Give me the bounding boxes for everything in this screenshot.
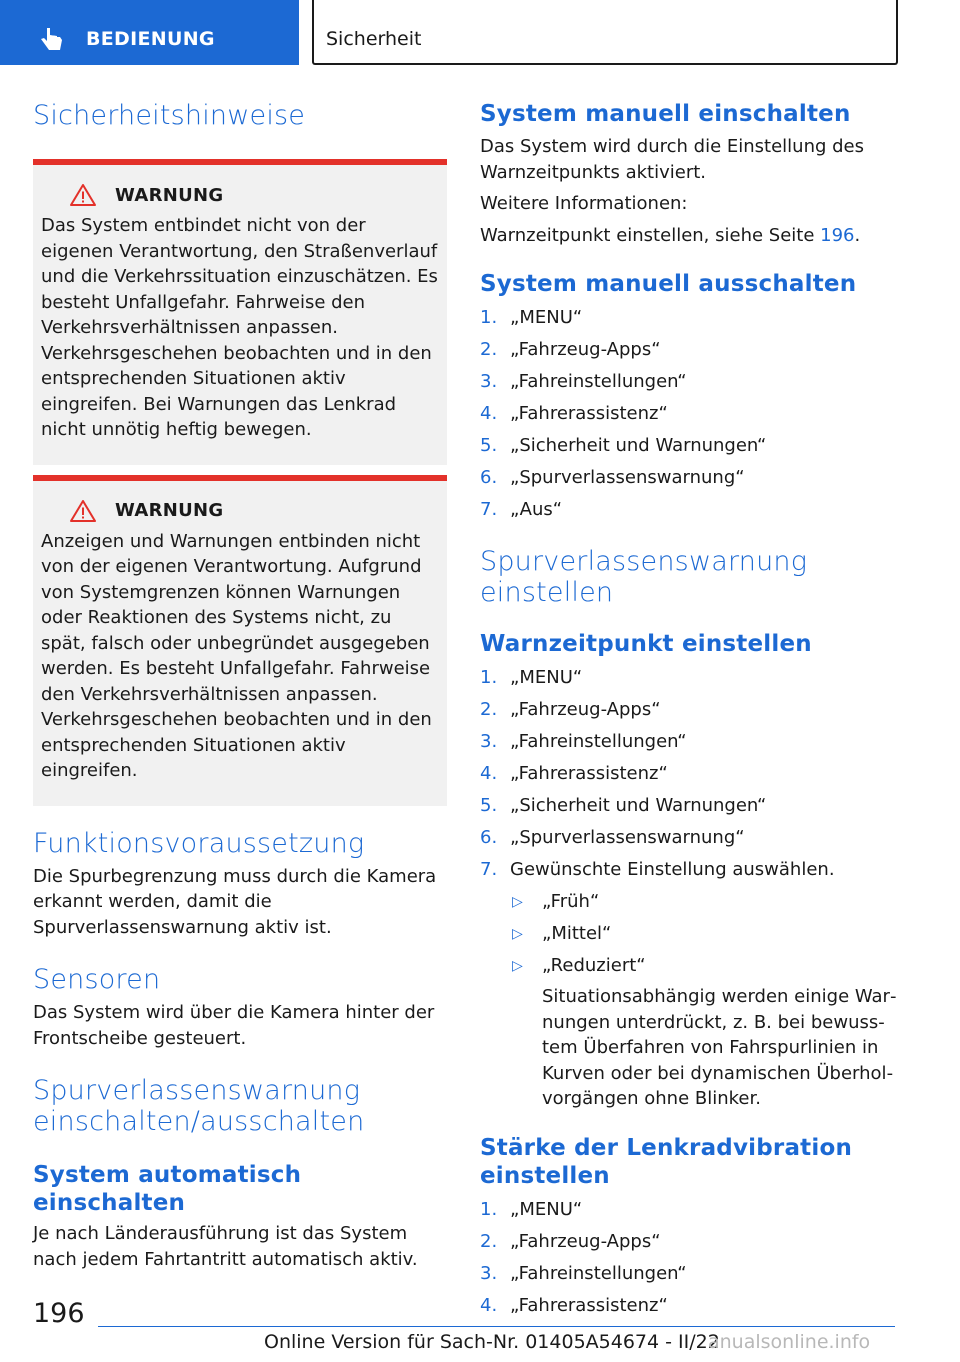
section-label: BEDIENUNG xyxy=(86,28,215,50)
list-item: 1. „MENU“ xyxy=(480,307,583,328)
list-item: 4. „Fahrerassistenz“ xyxy=(480,1294,668,1316)
sensors-text: Das System wird über die Kamera hinter der Frontscheibe gesteuert. xyxy=(33,1002,435,1049)
settings-title: Spurverlassenswarnung einstellen xyxy=(480,546,808,608)
hand-pointer-icon xyxy=(38,26,66,54)
auto-on-title: System automatisch einschalten xyxy=(33,1162,302,1216)
sensors-title: Sensoren xyxy=(33,964,161,995)
warning-time-options xyxy=(480,886,900,1112)
functional-requirements-text: Die Spurbegrenzung muss durch die Kamera erkannt werden, damit die Spurverlassenswarnung aktiv ist. xyxy=(33,865,437,938)
section-tab xyxy=(0,0,299,65)
warning-label: WARNUNG xyxy=(115,184,224,206)
functional-requirements-title: Funktionsvoraussetzung xyxy=(33,827,365,859)
page-reference-text: Warnzeitpunkt einstellen, siehe Seite xyxy=(480,224,821,246)
more-info-label: Weitere Informationen: xyxy=(480,193,688,214)
chapter-label: Sicherheit xyxy=(326,28,422,50)
list-item: 7. Gewünschte Einstellung auswählen. xyxy=(480,859,835,880)
warning-box-1 xyxy=(33,159,447,465)
safety-title: Sicherheitshinweise xyxy=(33,100,306,131)
triangle-bullet-icon: ▷ xyxy=(512,958,523,974)
warning-box-2 xyxy=(33,475,447,806)
list-item: 4. „Fahrerassistenz“ xyxy=(480,763,668,784)
manual-off-title: System manuell ausschalten xyxy=(480,271,857,297)
warning-time-steps xyxy=(480,662,900,886)
option-note: Situationsabhängig werden einige Warnungen unterdrückt, z. B. bei bewusstem Überfahren von Fahrspurlinien in Kurven oder bei dynamischen Überholvorgängen ohne Blinker. xyxy=(542,986,897,1109)
list-item: 3. „Fahreinstellungen“ xyxy=(480,1262,687,1284)
footer-divider xyxy=(98,1326,895,1327)
list-item: 2. „Fahrzeug-Apps“ xyxy=(480,699,661,720)
list-item: 5. „Sicherheit und Warnungen“ xyxy=(480,435,767,456)
list-item: ▷ „Mittel“ xyxy=(510,918,900,950)
warning-text: Anzeigen und Warnungen entbinden nicht von der eigenen Verantwortung. Aufgrund von Systemgrenzen können Warnungen oder Reaktionen des Systems nicht, zu spät, falsch oder unbegründet ausgegeben werden. Es besteht Unfallgefahr. Fahrweise den Verkehrsverhältnissen anpassen. Verkehrsgeschehen beobachten und in den entsprechenden Situationen aktiv eingreifen. xyxy=(41,530,432,781)
list-item: 3. „Fahreinstellungen“ xyxy=(480,731,687,752)
list-item: ▷ „Früh“ xyxy=(510,886,900,918)
page-reference-period: . xyxy=(854,224,861,246)
chapter-header xyxy=(312,0,898,65)
footer-online-version: Online Version für Sach-Nr. 01405A54674 - II/22 xyxy=(264,1331,720,1353)
warning-text: Das System entbindet nicht von der eigenen Verantwortung, den Straßenverlauf und die Verkehrssituation einzuschätzen. Es besteht Unfallgefahr. Fahrweise den Verkehrsverhältnissen anpassen. Verkehrsgeschehen beobachten und in den entsprechenden Situationen aktiv eingreifen. Bei Warnungen das Lenkrad nicht unnötig heftig bewegen. xyxy=(41,215,438,440)
list-item: 4. „Fahrerassistenz“ xyxy=(480,403,668,424)
list-item: 6. „Spurverlassenswarnung“ xyxy=(480,827,745,848)
auto-on-text: Je nach Länderausführung ist das System nach jedem Fahrtantritt automatisch aktiv. xyxy=(33,1223,418,1270)
switch-title-line-1: Spurverlassenswarnung xyxy=(33,1075,361,1106)
warning-label: WARNUNG xyxy=(115,500,224,521)
list-item: 2. „Fahrzeug-Apps“ xyxy=(480,339,661,360)
list-item: 7. „Aus“ xyxy=(480,499,563,520)
list-item: 5. „Sicherheit und Warnungen“ xyxy=(480,795,767,816)
list-item: 1. „MENU“ xyxy=(480,667,583,688)
steering-vibration-steps xyxy=(480,1194,900,1322)
steering-vibration-title: Stärke der Lenkradvibration einstellen xyxy=(480,1134,853,1189)
triangle-bullet-icon: ▷ xyxy=(512,926,523,942)
page-reference-link[interactable]: 196 xyxy=(820,224,855,246)
manual-on-text: Das System wird durch die Einstellung des Warnzeitpunkts aktiviert. xyxy=(480,136,865,183)
triangle-bullet-icon: ▷ xyxy=(512,894,523,910)
warning-triangle-icon xyxy=(69,499,97,523)
switch-title-line-2: einschalten/ausschalten xyxy=(33,1106,365,1137)
page-number: 196 xyxy=(33,1298,85,1329)
watermark: anualsonline.info xyxy=(708,1331,871,1353)
manual-on-title: System manuell einschalten xyxy=(480,101,851,127)
list-item: 3. „Fahreinstellungen“ xyxy=(480,371,687,392)
right-column xyxy=(480,100,900,1322)
switch-title xyxy=(33,1075,447,1137)
list-item: 6. „Spurverlassenswarnung“ xyxy=(480,467,745,488)
warning-time-title: Warnzeitpunkt einstellen xyxy=(480,631,812,657)
page-reference xyxy=(480,223,900,249)
list-item: 1. „MENU“ xyxy=(480,1198,583,1220)
list-item: 2. „Fahrzeug-Apps“ xyxy=(480,1230,661,1252)
list-item: ▷ „Reduziert“ Situationsabhängig werden einige Warnungen unterdrückt, z. B. bei bewusstem Überfahren von Fahrspurlinien in Kurven oder bei dynamischen Überholvorgängen ohne Blinker. xyxy=(510,950,900,1112)
left-column xyxy=(33,100,447,1272)
warning-triangle-icon xyxy=(69,183,97,207)
manual-off-steps xyxy=(480,302,900,526)
